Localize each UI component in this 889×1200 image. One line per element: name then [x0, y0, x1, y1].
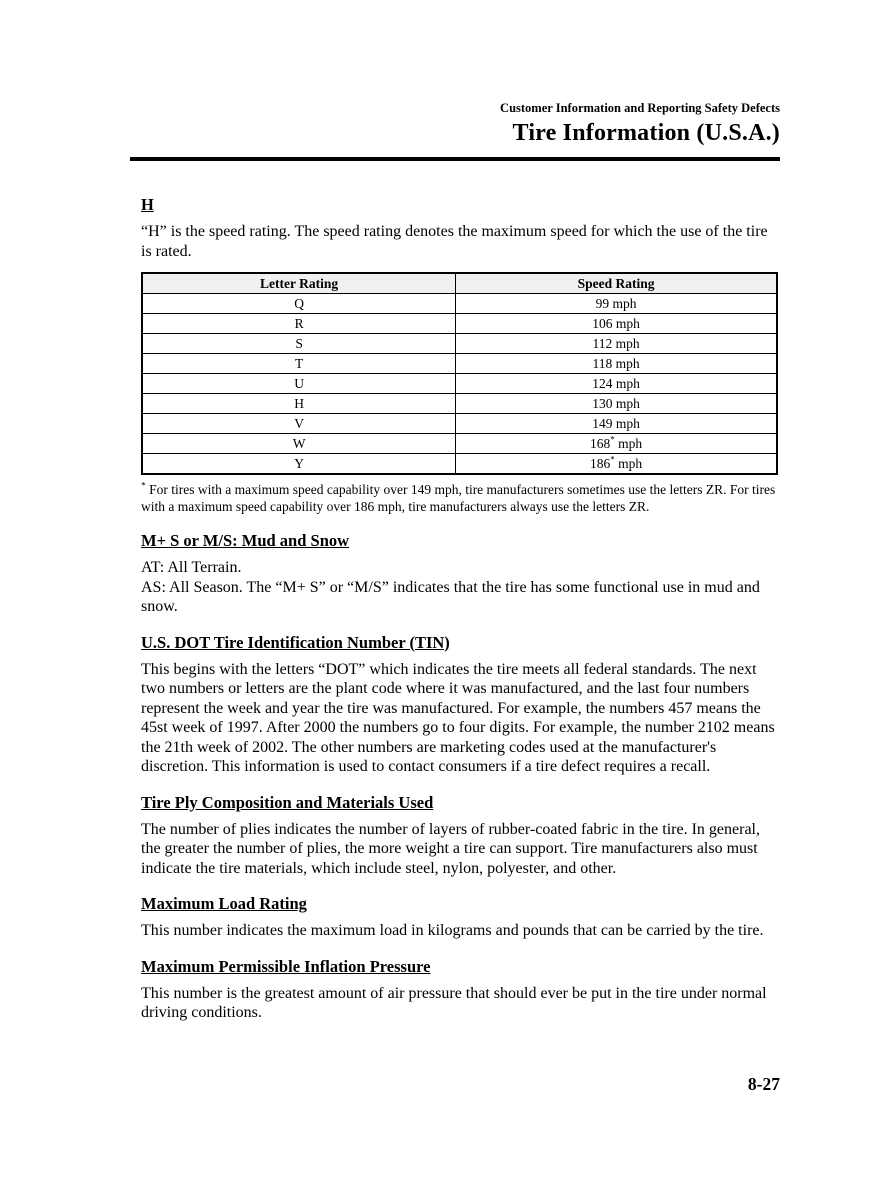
speed-unit: mph	[614, 436, 643, 451]
speed-value: 106	[592, 316, 613, 331]
speed-value: 112	[592, 336, 613, 351]
letter-cell: V	[142, 414, 456, 434]
mud-snow-at-line: AT: All Terrain.	[141, 559, 242, 576]
speed-cell	[456, 354, 777, 374]
section-heading-tin: U.S. DOT Tire Identification Number (TIN)	[141, 632, 450, 652]
chapter-title: Customer Information and Reporting Safety Defects	[500, 101, 780, 115]
section-heading-load: Maximum Load Rating	[141, 894, 307, 913]
table-header-row	[142, 273, 777, 294]
letter-cell: S	[142, 334, 456, 354]
table-row	[142, 294, 777, 314]
speed-unit: mph	[612, 396, 640, 411]
speed-cell	[456, 374, 777, 394]
speed-cell	[456, 394, 777, 414]
speed-value: 130	[592, 396, 613, 411]
speed-cell	[456, 334, 777, 354]
section-tin-body: This begins with the letters “DOT” which indicates the tire meets all federal standards. The next two numbers or letters are the plant code where it was manufactured, and the last four numbers represent the week and year the tire was manufactured. For example, the numbers 457 means the 45st week of 1997. After 2000 the numbers go to four digits. For example, the number 2102 means the 21th week of 2002. The other numbers are marketing codes used at the manufacturer's discretion. This information is used to contact consumers if a tire defect requires a recall.	[141, 660, 775, 775]
table-row	[142, 374, 777, 394]
letter-cell: Y	[142, 454, 456, 475]
section-heading-h: H	[141, 195, 154, 214]
document-body	[130, 100, 780, 1023]
letter-cell: Q	[142, 294, 456, 314]
speed-value: 124	[592, 376, 613, 391]
table-row	[142, 454, 777, 475]
speed-unit: mph	[612, 316, 640, 331]
speed-table-body	[142, 294, 777, 475]
section-load-body: This number indicates the maximum load in kilograms and pounds that can be carried by the tire.	[141, 922, 764, 939]
speed-unit: mph	[612, 336, 640, 351]
letter-cell: T	[142, 354, 456, 374]
speed-table-head	[142, 273, 777, 294]
letter-cell: H	[142, 394, 456, 414]
table-row	[142, 314, 777, 334]
section-h-body: “H” is the speed rating. The speed rating denotes the maximum speed for which the use of the tire is rated.	[141, 223, 768, 260]
speed-value: 118	[592, 356, 613, 371]
col-header-letter-rating: Letter Rating	[142, 273, 456, 294]
section-heading-mud-snow: M+ S or M/S: Mud and Snow	[141, 531, 350, 550]
speed-unit: mph	[609, 296, 637, 311]
speed-cell	[456, 454, 777, 475]
speed-cell	[456, 434, 777, 454]
table-row	[142, 334, 777, 354]
header-rule	[130, 157, 780, 161]
letter-cell: R	[142, 314, 456, 334]
page-header	[130, 100, 780, 161]
table-row	[142, 354, 777, 374]
footnote-mark: *	[610, 454, 615, 465]
speed-cell	[456, 294, 777, 314]
table-row	[142, 414, 777, 434]
speed-cell	[456, 414, 777, 434]
table-row	[142, 434, 777, 454]
letter-cell: U	[142, 374, 456, 394]
page-number: 8-27	[747, 1074, 780, 1094]
speed-value: 168	[590, 436, 611, 451]
speed-value: 99	[595, 296, 610, 311]
speed-unit: mph	[612, 416, 640, 431]
footnote-text: For tires with a maximum speed capability over 149 mph, tire manufacturers sometimes use the letters ZR. For tires with a maximum speed capability over 186 mph, tire manufacturers always use the letters ZR.	[141, 482, 776, 514]
speed-value: 149	[592, 416, 613, 431]
page-title: Tire Information (U.S.A.)	[512, 120, 780, 146]
speed-value: 186	[590, 456, 611, 471]
section-pressure-body: This number is the greatest amount of air pressure that should ever be put in the tire under normal driving conditions.	[141, 984, 767, 1021]
table-row	[142, 394, 777, 414]
footnote-marker: *	[141, 481, 146, 492]
section-heading-ply: Tire Ply Composition and Materials Used	[141, 792, 434, 812]
footnote-mark: *	[610, 434, 615, 445]
section-ply-body: The number of plies indicates the number of layers of rubber-coated fabric in the tire. In general, the greater the number of plies, the more weight a tire can support. Tire manufacturers also must indicate the tire materials, which include steel, nylon, polyester, and other.	[141, 820, 760, 877]
section-mud-snow-body	[141, 558, 780, 617]
speed-cell	[456, 314, 777, 334]
speed-unit: mph	[614, 456, 643, 471]
letter-cell: W	[142, 434, 456, 454]
speed-rating-table	[141, 272, 778, 475]
table-footnote	[141, 482, 780, 515]
speed-unit: mph	[612, 376, 640, 391]
mud-snow-as-line: AS: All Season. The “M+ S” or “M/S” indicates that the tire has some functional use in mud and snow.	[141, 578, 760, 615]
page-content	[130, 194, 780, 1023]
section-heading-pressure: Maximum Permissible Inflation Pressure	[141, 956, 431, 976]
speed-unit: mph	[612, 356, 640, 371]
col-header-speed-rating: Speed Rating	[456, 273, 777, 294]
